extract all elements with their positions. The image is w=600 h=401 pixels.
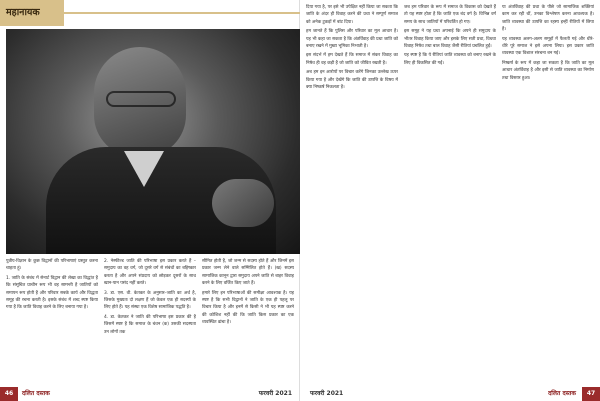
paragraph: इस संदर्भ में हम देखते हैं कि समाज में संकर विवाह का निषेध ही वह कड़ी है जो जाति को जीवित रखती है। [306,53,398,66]
page-number: 47 [582,387,600,401]
section-label: महानायक [0,0,64,26]
page-number: 46 [0,387,18,401]
right-column-1 [306,4,398,386]
right-columns [306,4,594,386]
paragraph: 1. जाति के संबंध में सेनार्ट विद्वान की लेखा का विद्धांत है कि संसूचित प्राचीन रूप भी वह सामन्ती है जातियों को समापन रूप होती है और परिवार सबके कार्य और विद्धता समूह की रचना करती है। इसके संबंध में शब्द स्पष्ट किया गया है कि जाति विवाह करने के लिए बनाया गया है। [6,275,98,311]
section-header [0,0,300,26]
left-column-1 [6,258,98,386]
paragraph: यह स्पष्ट है कि ये रीतियां जाति व्यवस्था को बनाए रखने के लिए ही विकसित की गईं। [404,53,496,66]
left-footer [0,387,300,401]
right-column-2 [404,4,496,386]
right-page [300,0,600,401]
left-column-3 [202,258,294,386]
paragraph: या अंतर्विवाह की प्रथा के पीछे जो सामाजिक शक्तियां काम कर रही थीं, उनका विश्लेषण करना आवश्यक है। जाति व्यवस्था की उत्पत्ति का रहस्य इन्हीं रीतियों में छिपा है। [502,5,594,33]
right-footer [300,387,600,401]
issue-month: फरवरी 2021 [258,390,292,397]
portrait-glasses [106,91,176,107]
paragraph: जब हम परिवार के रूप में समाज के विकास को देखते हैं तो यह स्पष्ट होता है कि जाति एक बंद वर्ग है। विभिन्न वर्ग समय के साथ जातियों में परिवर्तित हो गए। [404,5,496,25]
section-rule [64,12,300,14]
issue-month: फरवरी 2021 [310,390,344,397]
paragraph: सीमित होती है, जो जन्म से सदस्य होते हैं और जिनमें इस प्रकार जन्म लेने वाले सम्मिलित होते हैं। (ख) सदस्य सामाजिक कानून द्वारा समुदाय अपने जाति से बाहर विवाह करने के लिए वर्जित किए जाते हैं। [202,259,294,287]
paragraph: निष्कर्ष के रूप में कहा जा सकता है कि जाति का मूल आधार अंतर्विवाह है और इसी से जाति व्यवस्था का निर्माण तथा विस्तार हुआ। [502,60,594,81]
paragraph: यह व्यवस्था अलग-अलग समूहों में फैलती गई और धीरे-धीरे पूरे समाज ने इसे अपना लिया। इस प्रकार जाति व्यवस्था एक विशाल संरचना बन गई। [502,36,594,57]
right-column-3 [502,4,594,386]
paragraph: हम जानते हैं कि पुलिस और परिवार का मूल आधार है। यह भी कहा जा सकता है कि अंतर्विवाह की प्रथा जाति को बनाए रखने में मुख्य भूमिका निभाती है। [306,29,398,50]
paragraph: 4. डा. केतकर ने जाति की परिभाषा इस प्रकार की है जिसमें स्पष्ट है कि समाज के बंधन (क) उसकी सदस्यता उन लोगों तक [104,314,196,335]
left-column-2 [104,258,196,386]
left-columns [6,258,296,386]
magazine-name: दलित दस्तक [22,390,50,397]
paragraph: अब हम इन आरोपों पर विचार करेंगे जिनका उल्लेख ऊपर किया गया है और देखेंगे कि जाति की उत्पत्ति के विषय में क्या निष्कर्ष निकलता है। [306,70,398,91]
paragraph: 2. नेस्फील्ड जाति की परिभाषा इस प्रकार करते हैं – समुदाय का वह वर्ग, जो दूसरे वर्ग से संबंधों का बहिष्कार करता है और अपने संप्रदाय को छोड़कर दूसरों के साथ खान-पान पसंद नहीं करते। [104,259,196,287]
paragraph: हमारे लिए इन परिभाषाओं की समीक्षा आवश्यक है। यह स्पष्ट है कि सभी विद्वानों ने जाति के एक ही पहलू पर विचार किया है और इनमें से किसी ने भी यह स्पष्ट करने की कोशिश नहीं की कि जाति किस प्रकार का एक व्यवस्थित ढांचा है। [202,290,294,326]
paragraph: 3. डा. एस. वी. केतकर के अनुसार–जाति का अर्थ है, जिसके मुख्यतः दो लक्षण हैं जो केवल एक ही सदस्यों के लिए होते हैं। यह संस्था एक विशेष सामाजिक पद्धति है। [104,290,196,311]
paragraph: दिया गया है, पर इसे भी उपेक्षित नहीं किया जा सकता कि जाति के अंदर ही विवाह करने की प्रथा ने सम्पूर्ण समाज को अनेक टुकड़ों में बांट दिया। [306,5,398,25]
magazine-name: दलित दस्तक [548,390,576,397]
portrait-hand [212,179,274,227]
portrait-photo [6,29,300,254]
paragraph: इस समूह ने यह प्रथा अपनाई कि अपने ही समुदाय के भीतर विवाह किया जाए और इसके लिए सती प्रथा, विधवा विवाह निषेध तथा बाल विवाह जैसी रीतियां प्रचलित हुईं। [404,29,496,50]
paragraph: पुत्रीय-विज्ञान के कुछ विद्वानों की परिभाषाएं प्रस्तुत करना चाहता हूं। [6,259,98,272]
